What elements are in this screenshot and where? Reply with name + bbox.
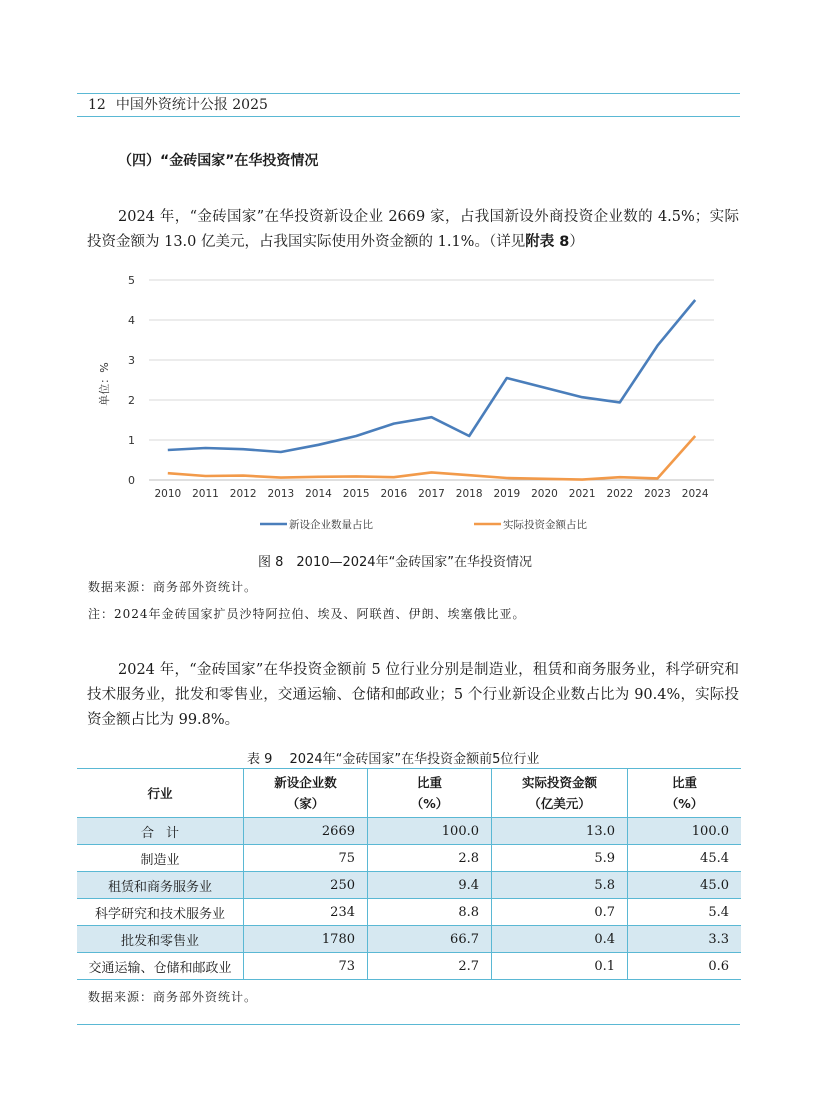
row-industry: 制造业 bbox=[77, 845, 244, 872]
header-firm-share: 比重 （%） bbox=[368, 769, 492, 818]
legend-label-1: 新设企业数量占比 bbox=[289, 519, 373, 531]
intro-paragraph bbox=[87, 205, 739, 255]
x-tick-label: 2023 bbox=[644, 488, 671, 500]
row-invest-share: 45.0 bbox=[628, 872, 742, 899]
x-tick-label: 2013 bbox=[267, 488, 295, 500]
row-industry: 科学研究和技术服务业 bbox=[77, 899, 244, 926]
row-firm-share: 2.7 bbox=[368, 953, 492, 980]
header-industry: 行业 bbox=[77, 769, 244, 818]
y-tick-label: 1 bbox=[128, 434, 135, 447]
x-tick-label: 2012 bbox=[229, 488, 257, 500]
x-tick-label: 2016 bbox=[380, 488, 408, 500]
intro-close: ） bbox=[569, 234, 584, 250]
header-invest-amount: 实际投资金额 （亿美元） bbox=[492, 769, 628, 818]
figure-source: 数据来源：商务部外资统计。 bbox=[88, 580, 258, 594]
x-tick-label: 2018 bbox=[455, 488, 483, 500]
series-line-1 bbox=[168, 300, 695, 452]
intro-text: 2024 年，“金砖国家”在华投资新设企业 2669 家，占我国新设外商投资企业数的 4.5%；实际投资金额为 13.0 亿美元，占我国实际使用外资金额的 1.1%。（详见 bbox=[87, 209, 739, 250]
row-industry: 租赁和商务服务业 bbox=[77, 872, 244, 899]
row-firm-share: 66.7 bbox=[368, 926, 492, 953]
y-tick-label: 2 bbox=[128, 394, 135, 407]
table-row bbox=[77, 818, 741, 845]
x-tick-label: 2022 bbox=[606, 488, 634, 500]
table-row bbox=[77, 953, 741, 980]
figure-caption: 图 8 2010—2024年“金砖国家”在华投资情况 bbox=[258, 555, 533, 570]
legend-label-2: 实际投资金额占比 bbox=[503, 519, 587, 531]
row-invest-amount: 0.1 bbox=[492, 953, 628, 980]
row-invest-amount: 5.9 bbox=[492, 845, 628, 872]
x-tick-label: 2011 bbox=[192, 488, 219, 500]
x-tick-label: 2010 bbox=[154, 488, 182, 500]
row-industry: 批发和零售业 bbox=[77, 926, 244, 953]
x-tick-label: 2017 bbox=[418, 488, 445, 500]
appendix-reference-link[interactable]: 附表 8 bbox=[525, 234, 570, 250]
row-firm-share: 8.8 bbox=[368, 899, 492, 926]
row-invest-share: 5.4 bbox=[628, 899, 742, 926]
x-tick-label: 2019 bbox=[493, 488, 521, 500]
row-new-firms: 234 bbox=[244, 899, 368, 926]
y-tick-label: 4 bbox=[128, 314, 135, 327]
row-invest-amount: 0.7 bbox=[492, 899, 628, 926]
row-firm-share: 9.4 bbox=[368, 872, 492, 899]
x-tick-label: 2020 bbox=[531, 488, 558, 500]
running-header bbox=[88, 94, 268, 114]
publication-title: 中国外资统计公报 2025 bbox=[115, 97, 268, 113]
row-invest-share: 100.0 bbox=[628, 818, 742, 845]
row-firm-share: 100.0 bbox=[368, 818, 492, 845]
series-line-2 bbox=[168, 436, 695, 480]
table-caption: 表 9 2024年“金砖国家”在华投资金额前5位行业 bbox=[247, 752, 540, 767]
table-source: 数据来源：商务部外资统计。 bbox=[88, 990, 258, 1004]
table-row bbox=[77, 899, 741, 926]
table-row bbox=[77, 845, 741, 872]
y-tick-label: 3 bbox=[128, 354, 135, 367]
industry-table bbox=[77, 768, 741, 980]
row-industry: 交通运输、仓储和邮政业 bbox=[77, 953, 244, 980]
header-rule-bottom bbox=[77, 116, 740, 117]
x-tick-label: 2014 bbox=[305, 488, 332, 500]
row-firm-share: 2.8 bbox=[368, 845, 492, 872]
row-new-firms: 75 bbox=[244, 845, 368, 872]
x-tick-label: 2015 bbox=[342, 488, 370, 500]
row-industry: 合计 bbox=[77, 818, 244, 845]
table-row bbox=[77, 872, 741, 899]
y-tick-label: 5 bbox=[128, 274, 135, 287]
section-title: （四）“金砖国家”在华投资情况 bbox=[118, 153, 319, 169]
row-invest-amount: 5.8 bbox=[492, 872, 628, 899]
header-new-firms: 新设企业数 （家） bbox=[244, 769, 368, 818]
row-new-firms: 2669 bbox=[244, 818, 368, 845]
figure-note: 注：2024年金砖国家扩员沙特阿拉伯、埃及、阿联酋、伊朗、埃塞俄比亚。 bbox=[88, 607, 526, 621]
row-new-firms: 1780 bbox=[244, 926, 368, 953]
row-invest-share: 3.3 bbox=[628, 926, 742, 953]
x-tick-label: 2021 bbox=[568, 488, 596, 500]
row-new-firms: 73 bbox=[244, 953, 368, 980]
page-number: 12 bbox=[88, 97, 106, 113]
row-new-firms: 250 bbox=[244, 872, 368, 899]
row-invest-amount: 0.4 bbox=[492, 926, 628, 953]
y-axis-label: 单位：% bbox=[98, 362, 111, 406]
table-header-row bbox=[77, 769, 741, 818]
header-invest-share: 比重 （%） bbox=[628, 769, 742, 818]
x-tick-label: 2024 bbox=[681, 488, 709, 500]
row-invest-share: 0.6 bbox=[628, 953, 742, 980]
footer-rule bbox=[77, 1024, 740, 1025]
line-chart bbox=[90, 268, 730, 548]
table-row bbox=[77, 926, 741, 953]
industry-paragraph: 2024 年，“金砖国家”在华投资金额前 5 位行业分别是制造业，租赁和商务服务业，科学研究和技术服务业，批发和零售业，交通运输、仓储和邮政业；5 个行业新设企业数占比为 90.4%，实际投资金额占比为 99.8%。 bbox=[87, 662, 739, 728]
row-invest-share: 45.4 bbox=[628, 845, 742, 872]
y-tick-label: 0 bbox=[128, 474, 135, 487]
row-invest-amount: 13.0 bbox=[492, 818, 628, 845]
